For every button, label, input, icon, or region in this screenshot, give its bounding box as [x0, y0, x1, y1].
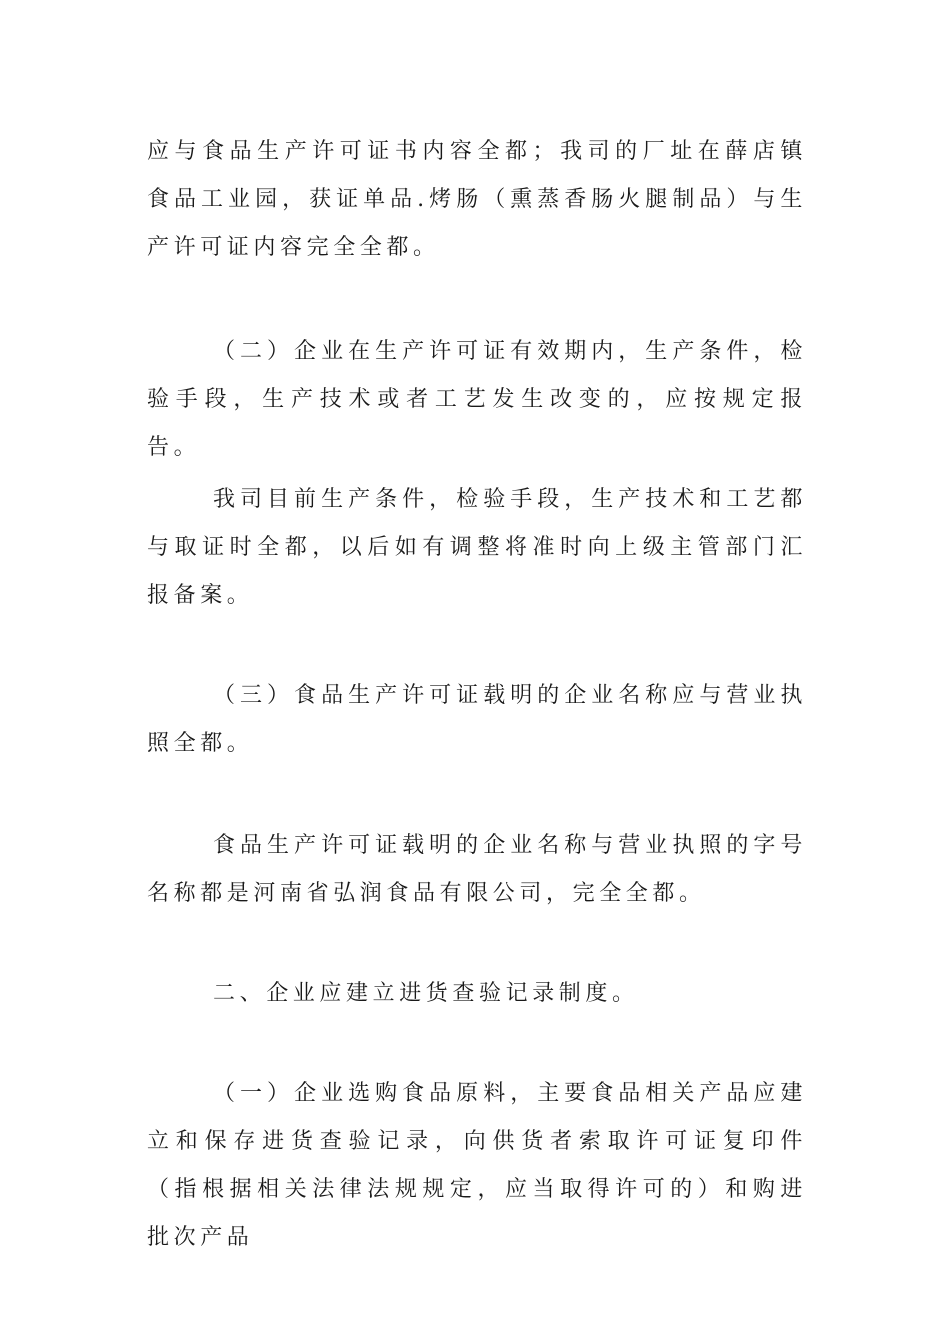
paragraph-item-two-heading: （二）企业在生产许可证有效期内，生产条件，检验手段，生产技术或者工艺发生改变的，应按规定报告。 [147, 339, 807, 460]
section-two-heading: 二、企业应建立进货查验记录制度。 [213, 981, 639, 1006]
paragraph-current-conditions: 我司目前生产条件，检验手段，生产技术和工艺都与取证时全都，以后如有调整将准时向上级主管部门汇报备案。 [147, 487, 807, 608]
paragraph-purchase-records: （一）企业选购食品原料，主要食品相关产品应建立和保存进货查验记录，向供货者索取许可证复印件（指根据相关法律法规规定，应当取得许可的）和购进批次产品 [147, 1081, 807, 1250]
paragraph-company-name: 食品生产许可证载明的企业名称与营业执照的字号名称都是河南省弘润食品有限公司，完全全都。 [147, 833, 807, 906]
paragraph-license-consistency: 应与食品生产许可证书内容全都；我司的厂址在薛店镇食品工业园，获证单品.烤肠（熏蒸香肠火腿制品）与生产许可证内容完全全都。 [147, 139, 807, 260]
paragraph-item-three-heading: （三）食品生产许可证载明的企业名称应与营业执照全都。 [147, 683, 807, 756]
